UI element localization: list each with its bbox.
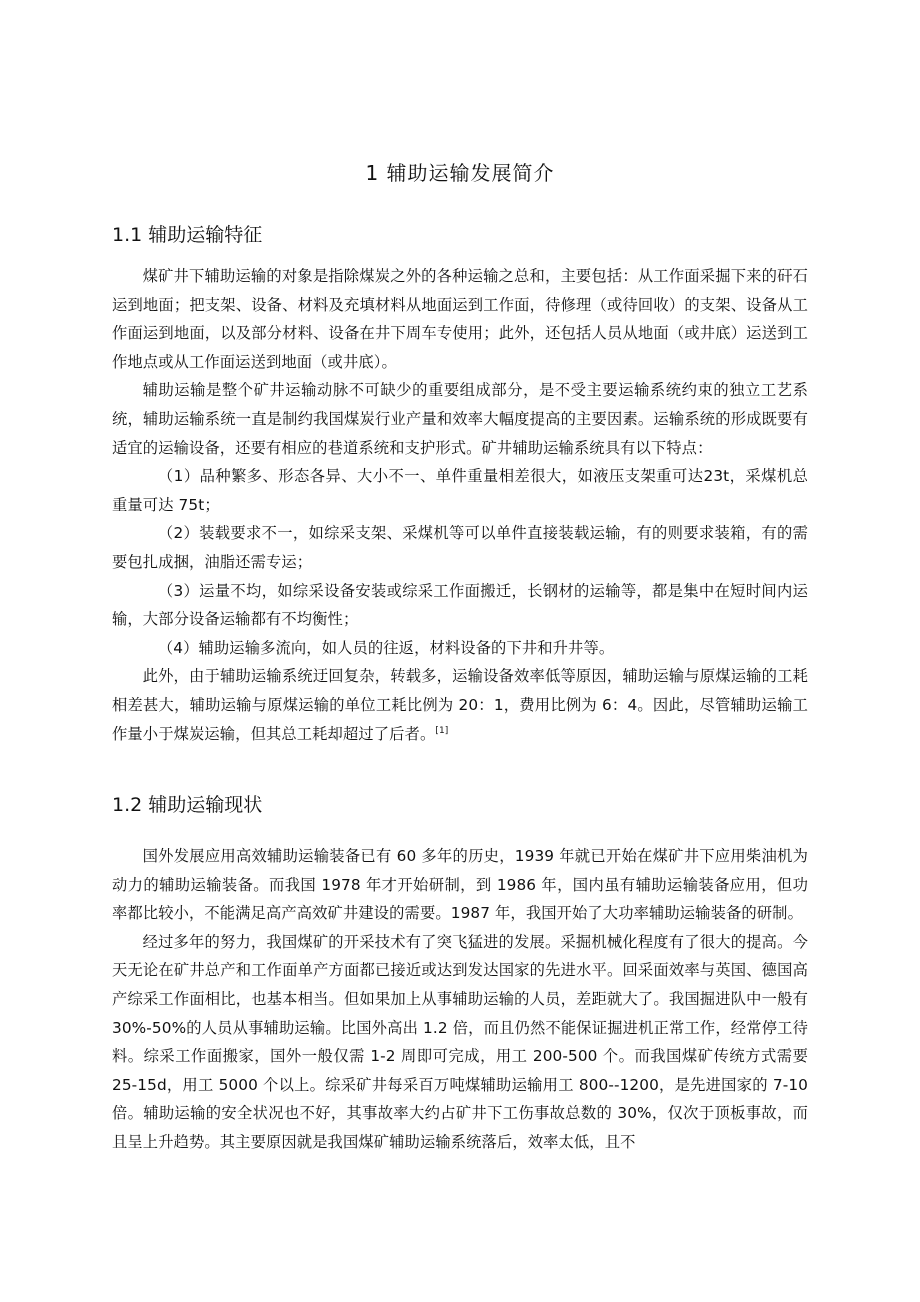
section-heading-1-2: 1.2 辅助运输现状: [112, 794, 263, 816]
paragraph: 煤矿井下辅助运输的对象是指除煤炭之外的各种运输之总和，主要包括：从工作面采掘下来的矸石运到地面；把支架、设备、材料及充填材料从地面运到工作面，待修理（或待回收）的支架、设备从工作面运到地面，以及部分材料、设备在井下周车专使用；此外，还包括人员从地面（或井底）运送到工作地点或从工作面运送到地面（或井底）。: [112, 267, 808, 371]
list-item: （3）运量不均，如综采设备安装或综采工作面搬迁，长钢材的运输等，都是集中在短时间内运输，大部分设备运输都有不均衡性；: [112, 581, 808, 629]
paragraph: 国外发展应用高效辅助运输装备已有 60 多年的历史，1939 年就已开始在煤矿井下应用柴油机为动力的辅助运输装备。而我国 1978 年才开始研制，到 1986 年，国内虽有辅助运输装备应用，但功率都比较小，不能满足高产高效矿井建设的需要。1987 年，我国开始了大功率辅助运输装备的研制。: [112, 847, 808, 923]
list-item: （1）品种繁多、形态各异、大小不一、单件重量相差很大，如液压支架重可达23t，采煤机总重量可达 75t；: [112, 467, 808, 514]
paragraph: 经过多年的努力，我国煤矿的开采技术有了突飞猛进的发展。采掘机械化程度有了很大的提高。今天无论在矿井总产和工作面单产方面都已接近或达到发达国家的先进水平。回采面效率与英国、德国高产综采工作面相比，也基本相当。但如果加上从事辅助运输的人员，差距就大了。我国掘进队中一般有 30%-50%的人员从事辅助运输。比国外高出 1.2 倍，而且仍然不能保证掘进机正常工作，经常停工待料。综采工作面搬家，国外一般仅需 1-2 周即可完成，用工 200-500 个。而我国煤矿传统方式需要 25-15d，用工 5000 个以上。综采矿井每采百万吨煤辅助运输用工 800--1200，是先进国家的 7-10 倍。辅助运输的安全状况也不好，其事故率大约占矿井下工伤事故总数的 30%，仅次于顶板事故，而且呈上升趋势。其主要原因就是我国煤矿辅助运输系统落后，效率太低，且不: [112, 932, 808, 1151]
section-heading-1-1: 1.1 辅助运输特征: [112, 224, 263, 246]
chapter-title: 1 辅助运输发展简介: [365, 161, 555, 185]
section-body-1-1: [112, 262, 808, 748]
paragraph: 辅助运输是整个矿井运输动脉不可缺少的重要组成部分，是不受主要运输系统约束的独立工艺系统，辅助运输系统一直是制约我国煤炭行业产量和效率大幅度提高的主要因素。运输系统的形成既要有适宜的运输设备，还要有相应的巷道系统和支护形式。矿井辅助运输系统具有以下特点：: [112, 381, 808, 457]
list-item: （4）辅助运输多流向，如人员的往返，材料设备的下井和升井等。: [157, 638, 615, 657]
citation-reference: [1]: [435, 725, 449, 736]
paragraph-with-citation: [112, 662, 808, 748]
section-body-1-2: [112, 842, 808, 1157]
list-item: （2）装载要求不一，如综采支架、采煤机等可以单件直接装载运输，有的则要求装箱，有的需要包扎成捆，油脂还需专运；: [112, 524, 808, 571]
paragraph-text: 此外，由于辅助运输系统迂回复杂，转载多，运输设备效率低等原因，辅助运输与原煤运输的工耗相差甚大，辅助运输与原煤运输的单位工耗比例为 20：1，费用比例为 6：4。因此，尽管辅助运输工作量小于煤炭运输，但其总工耗却超过了后者。: [112, 667, 808, 743]
